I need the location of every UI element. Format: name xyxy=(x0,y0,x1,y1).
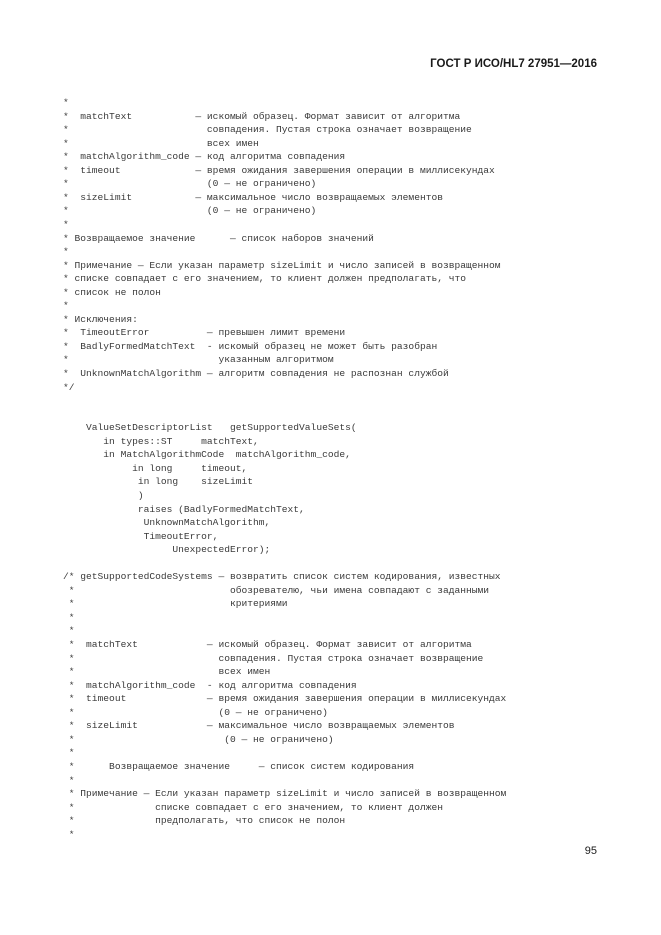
code-line: * xyxy=(63,625,75,637)
code-line: * всех имен xyxy=(63,137,259,149)
code-line: * списке совпадает с его значением, то клиент должен предполагать, что xyxy=(63,273,467,285)
code-line: * (0 — не ограничено) xyxy=(63,205,317,217)
code-line: * (0 — не ограничено) xyxy=(63,706,328,718)
code-line: * Примечание — Если указан параметр sizeLimit и число записей в возвращенном xyxy=(63,788,507,800)
code-line: * Возвращаемое значение — список наборов значений xyxy=(63,232,374,244)
code-line: * sizeLimit — максимальное число возвращаемых элементов xyxy=(63,191,443,203)
code-line: * Возвращаемое значение — список систем кодирования xyxy=(63,760,415,772)
code-line: * xyxy=(63,300,69,312)
code-line: UnexpectedError); xyxy=(63,544,271,556)
code-line: in MatchAlgorithmCode matchAlgorithm_code, xyxy=(63,449,351,461)
code-line: ValueSetDescriptorList getSupportedValueSets( xyxy=(63,422,357,434)
code-line: * xyxy=(63,747,75,759)
code-line: * xyxy=(63,611,75,623)
code-line: * xyxy=(63,218,69,230)
code-line: * timeout — время ожидания завершения операции в миллисекундах xyxy=(63,693,507,705)
code-line: * BadlyFormedMatchText - искомый образец не может быть разобран xyxy=(63,340,438,352)
code-line: * Примечание — Если указан параметр sizeLimit и число записей в возвращенном xyxy=(63,259,501,271)
code-line: /* getSupportedCodeSystems — возвратить список систем кодирования, известных xyxy=(63,571,501,583)
code-line: * совпадения. Пустая строка означает возвращение xyxy=(63,124,472,136)
code-line: * предполагать, что список не полон xyxy=(63,815,346,827)
code-line: TimeoutError, xyxy=(63,530,219,542)
code-line: * matchAlgorithm_code — код алгоритма совпадения xyxy=(63,151,346,163)
code-line: * Исключения: xyxy=(63,313,138,325)
code-line: * (0 — не ограничено) xyxy=(63,733,334,745)
code-line: * список не полон xyxy=(63,286,161,298)
code-line: in long timeout, xyxy=(63,462,248,474)
code-line: raises (BadlyFormedMatchText, xyxy=(63,503,305,515)
code-line: * matchText — искомый образец. Формат зависит от алгоритма xyxy=(63,639,472,650)
code-line: * UnknownMatchAlgorithm — алгоритм совпадения не распознан службой xyxy=(63,368,449,379)
code-line: UnknownMatchAlgorithm, xyxy=(63,517,271,529)
code-line: ) xyxy=(63,489,144,501)
code-line: * всех имен xyxy=(63,666,271,678)
document-header: ГОСТ Р ИСО/HL7 27951—2016 xyxy=(430,58,597,70)
code-line: * timeout — время ожидания завершения операции в миллисекундах xyxy=(63,164,495,176)
code-line: * указанным алгоритмом xyxy=(63,354,334,366)
code-line: * критериями xyxy=(63,598,288,610)
code-line: * sizeLimit — максимальное число возвращаемых элементов xyxy=(63,720,455,732)
code-line: in long sizeLimit xyxy=(63,476,253,488)
code-line: * (0 — не ограничено) xyxy=(63,178,317,190)
code-line: * xyxy=(63,828,75,840)
page-number: 95 xyxy=(584,845,597,857)
code-line: */ xyxy=(63,381,75,393)
code-line: * списке совпадает с его значением, то клиент должен xyxy=(63,801,443,813)
code-line: * TimeoutError — превышен лимит времени xyxy=(63,327,346,339)
code-line: * xyxy=(63,774,75,786)
code-line: * обозревателю, чьи имена совпадают с заданными xyxy=(63,584,490,596)
code-line: in types::ST matchText, xyxy=(63,435,259,447)
code-line: * xyxy=(63,97,69,108)
code-line: * matchAlgorithm_code - код алгоритма совпадения xyxy=(63,679,357,691)
code-line: * xyxy=(63,246,69,258)
code-line: * matchText — искомый образец. Формат зависит от алгоритма xyxy=(63,110,461,122)
code-line: * совпадения. Пустая строка означает возвращение xyxy=(63,652,484,664)
